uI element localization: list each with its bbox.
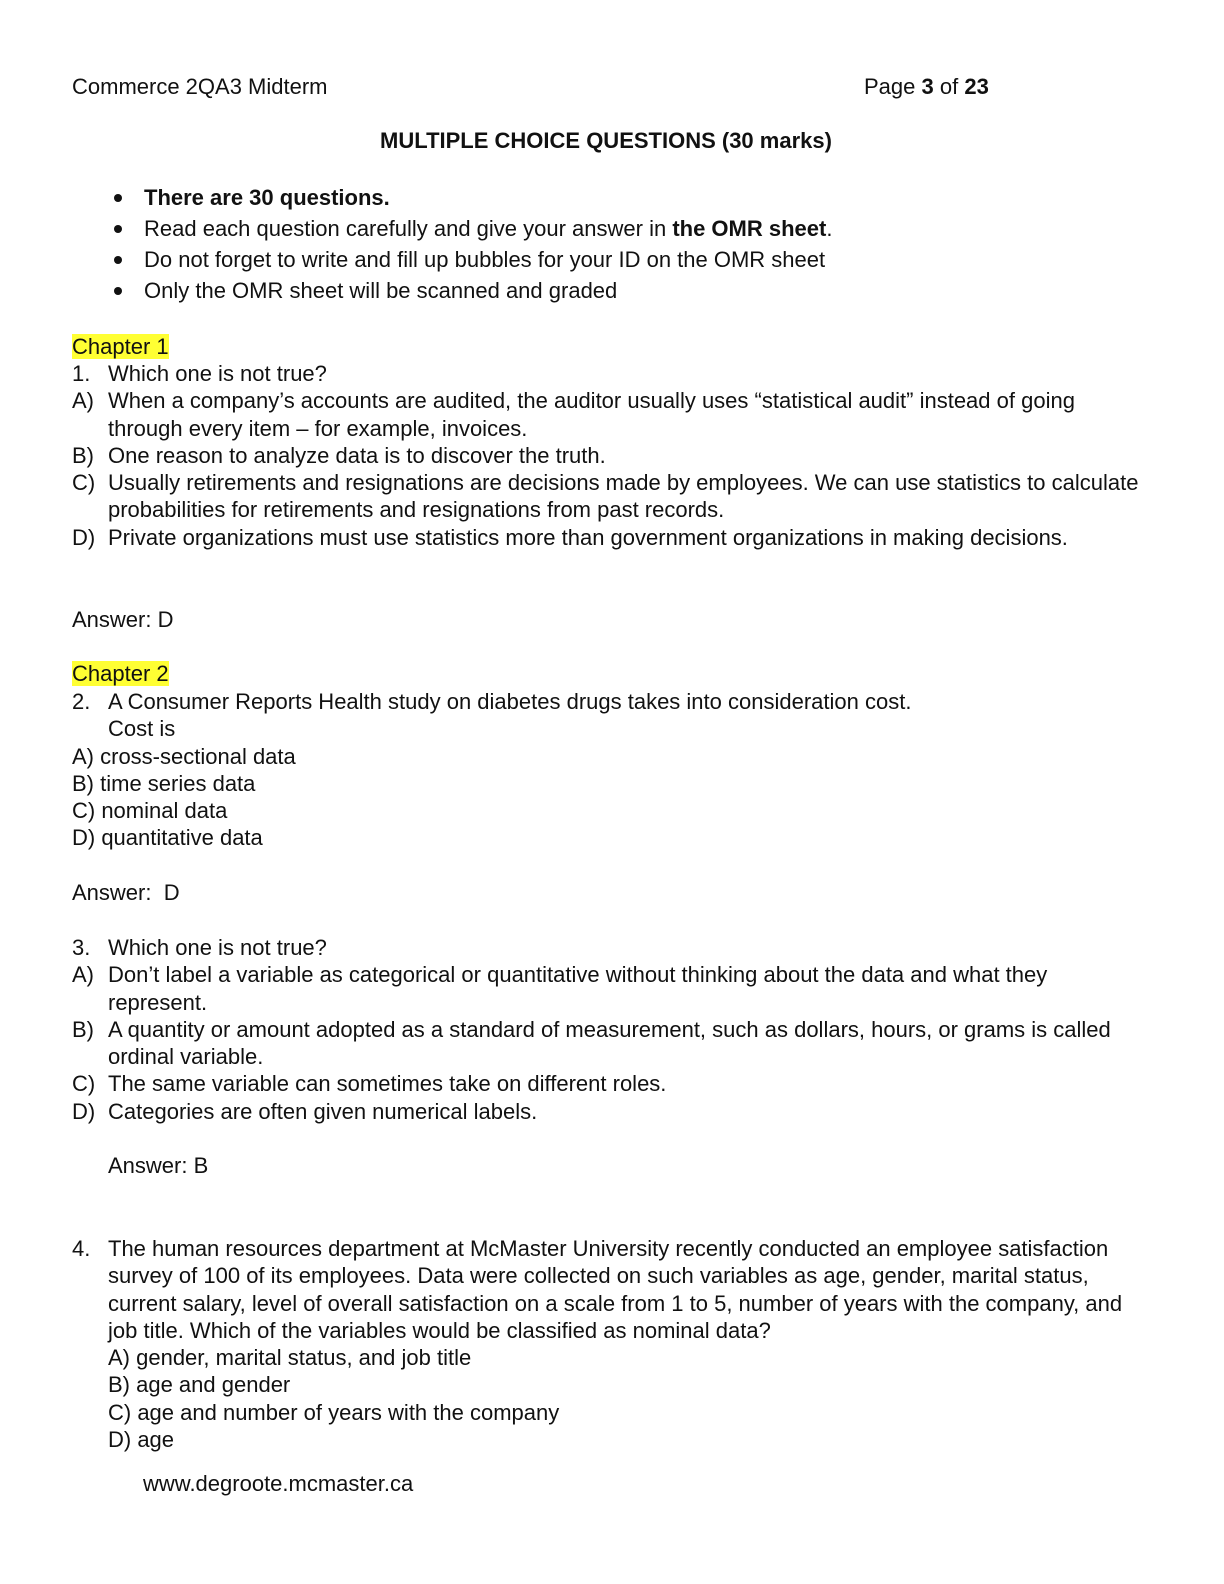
question-text: A Consumer Reports Health study on diabetes drugs takes into consideration cost. bbox=[108, 689, 912, 714]
option-text: Categories are often given numerical labels. bbox=[108, 1098, 538, 1124]
instruction-item bbox=[108, 275, 832, 306]
page-indicator bbox=[864, 73, 989, 100]
page-number: 3 bbox=[921, 74, 934, 99]
answer-option bbox=[72, 1016, 1152, 1071]
option-text: Private organizations must use statistics more than government organizations in making decisions. bbox=[108, 524, 1068, 550]
answer-key: Answer: D bbox=[72, 880, 180, 905]
answer-option bbox=[72, 469, 1152, 524]
page-of-word: of bbox=[933, 74, 965, 99]
instruction-text: There are 30 questions. bbox=[144, 185, 390, 210]
answer-option bbox=[72, 1344, 1152, 1371]
question-1 bbox=[72, 360, 1152, 551]
answer-option bbox=[72, 1426, 1152, 1453]
question-3 bbox=[72, 934, 1152, 1125]
instruction-text: Do not forget to write and fill up bubbles for your ID on the OMR sheet bbox=[144, 247, 826, 272]
chapter-label: Chapter 2 bbox=[72, 661, 169, 686]
answer-option bbox=[72, 1399, 1152, 1426]
option-label: A) bbox=[72, 962, 94, 988]
question-number: 2. bbox=[72, 689, 91, 714]
instruction-item bbox=[108, 244, 832, 275]
answer-option bbox=[72, 442, 1152, 469]
question-text-continued: Cost is bbox=[108, 716, 176, 742]
bullet-icon bbox=[114, 225, 122, 233]
option-label: B) bbox=[72, 442, 94, 468]
instruction-item bbox=[108, 213, 832, 244]
question-stem bbox=[72, 1235, 1152, 1344]
option-label: C) bbox=[72, 1071, 96, 1097]
question-number: 1. bbox=[72, 361, 91, 386]
instruction-bold-text: the OMR sheet bbox=[672, 216, 827, 241]
course-title bbox=[72, 73, 328, 100]
answer-option bbox=[72, 1371, 1152, 1398]
answer-option bbox=[72, 524, 1152, 551]
option-label: A) bbox=[72, 388, 94, 414]
answer-option: C) nominal data bbox=[72, 798, 228, 824]
section-title: MULTIPLE CHOICE QUESTIONS (30 marks) bbox=[380, 128, 832, 153]
question-stem bbox=[72, 934, 1152, 961]
question-text: Which one is not true? bbox=[108, 935, 327, 960]
chapter-heading-1 bbox=[72, 333, 169, 360]
question-4 bbox=[72, 1235, 1152, 1453]
option-label: D) bbox=[72, 524, 96, 550]
instruction-text: Only the OMR sheet will be scanned and graded bbox=[144, 278, 618, 303]
option-text: A quantity or amount adopted as a standard of measurement, such as dollars, hours, or grams is called ordinal variable. bbox=[108, 1016, 1111, 1070]
question-number: 3. bbox=[72, 935, 91, 960]
option-text: A) gender, marital status, and job title bbox=[108, 1345, 472, 1371]
answer-option: D) quantitative data bbox=[72, 825, 263, 851]
question-number: 4. bbox=[72, 1236, 91, 1261]
page-word: Page bbox=[864, 74, 922, 99]
answer-option bbox=[72, 1070, 1152, 1097]
answer-key: Answer: D bbox=[72, 607, 174, 632]
question-stem bbox=[72, 688, 1152, 743]
option-text: The same variable can sometimes take on different roles. bbox=[108, 1071, 667, 1097]
option-label: D) bbox=[72, 1098, 96, 1124]
option-text: D) age bbox=[108, 1427, 175, 1453]
page-total: 23 bbox=[964, 74, 989, 99]
bullet-icon bbox=[114, 194, 122, 202]
option-text: One reason to analyze data is to discover the truth. bbox=[108, 442, 606, 468]
option-text: Don’t label a variable as categorical or quantitative without thinking about the data and what they represent. bbox=[108, 962, 1048, 1015]
option-text: When a company’s accounts are audited, the auditor usually uses “statistical audit” instead of going through every item – for example, invoices. bbox=[108, 388, 1075, 441]
question-text: The human resources department at McMaster University recently conducted an employee satisfaction survey of 100 of its employees. Data were collected on such variables as age, gender, marital status, current salary, level of overall satisfaction on a scale from 1 to 5, number of years with the company, and job title. Which of the variables would be classified as nominal data? bbox=[108, 1236, 1123, 1343]
instruction-text-end: . bbox=[826, 216, 833, 241]
chapter-heading-2 bbox=[72, 660, 169, 687]
option-label: B) bbox=[72, 1016, 94, 1042]
question-text: Which one is not true? bbox=[108, 361, 327, 386]
option-text: B) age and gender bbox=[108, 1372, 291, 1398]
bullet-icon bbox=[114, 256, 122, 264]
answer-option bbox=[72, 961, 1152, 1016]
instruction-text: Read each question carefully and give your answer in bbox=[144, 216, 673, 241]
question-stem bbox=[72, 360, 1152, 387]
answer-option bbox=[72, 387, 1152, 442]
instructions-list bbox=[108, 182, 832, 306]
question-2 bbox=[72, 688, 1152, 852]
course-name: Commerce 2QA3 Midterm bbox=[72, 74, 328, 99]
option-text: C) age and number of years with the company bbox=[108, 1399, 560, 1425]
bullet-icon bbox=[114, 287, 122, 295]
chapter-label: Chapter 1 bbox=[72, 334, 169, 359]
answer-option bbox=[72, 1098, 1152, 1125]
answer-key: Answer: B bbox=[108, 1153, 209, 1178]
answer-option: A) cross-sectional data bbox=[72, 743, 296, 769]
option-text: Usually retirements and resignations are decisions made by employees. We can use statistics to calculate probabilities for retirements and resignations from past records. bbox=[108, 470, 1139, 523]
answer-option: B) time series data bbox=[72, 770, 256, 796]
option-label: C) bbox=[72, 470, 96, 496]
footer-url: www.degroote.mcmaster.ca bbox=[143, 1471, 414, 1496]
instruction-item bbox=[108, 182, 832, 213]
